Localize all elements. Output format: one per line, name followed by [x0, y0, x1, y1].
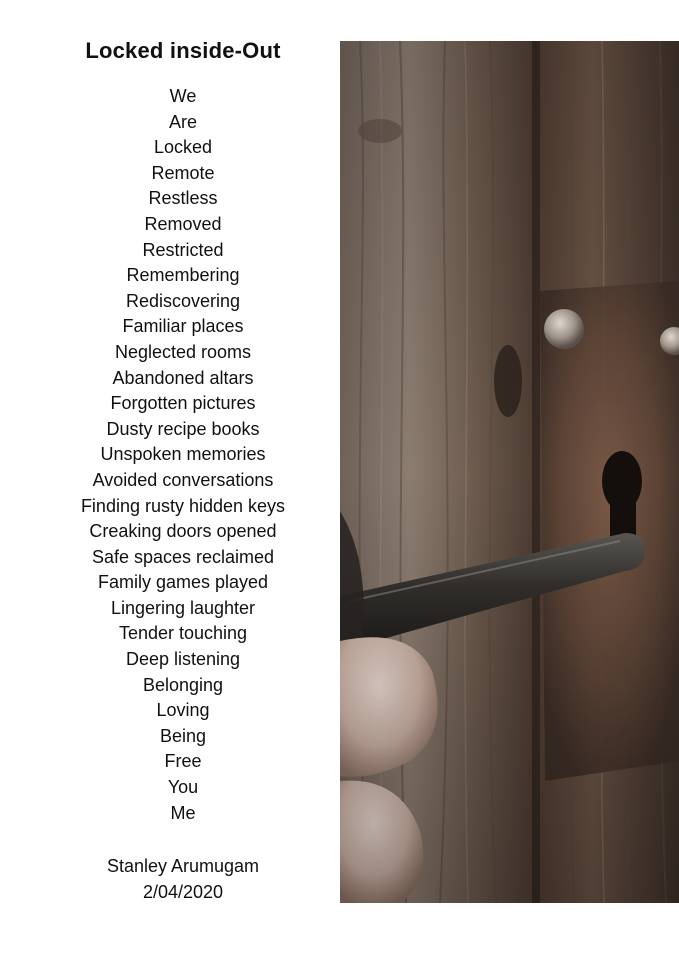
poem-line: You — [167, 777, 199, 798]
poem-line: Locked — [153, 137, 213, 158]
poem-line: Restless — [148, 188, 218, 209]
poem-line: Avoided conversations — [92, 469, 274, 490]
poem-line: Unspoken memories — [100, 444, 266, 465]
poem-line: Familiar places — [122, 316, 244, 337]
poem-line: Finding rusty hidden keys — [80, 495, 286, 516]
poem-line: Me — [170, 802, 196, 823]
poem-line: Free — [164, 751, 202, 772]
author-name: Stanley Arumugam — [106, 856, 260, 876]
poem-line: Being — [159, 725, 207, 746]
poem-line: Abandoned altars — [112, 367, 254, 388]
poem-line: Removed — [144, 213, 222, 234]
poem-line: Belonging — [142, 674, 224, 695]
poem-line: Are — [168, 111, 197, 132]
poem-line: Tender touching — [118, 623, 248, 644]
poem-line: Forgotten pictures — [110, 393, 256, 414]
poem-line: Lingering laughter — [110, 597, 256, 618]
poem-line: Dusty recipe books — [106, 418, 260, 439]
poem-line: Deep listening — [125, 649, 241, 670]
poem-lines — [14, 84, 352, 826]
poem-line: Loving — [156, 700, 210, 721]
poem-line: Restricted — [142, 239, 224, 260]
poem-line: Safe spaces reclaimed — [91, 546, 275, 567]
poem-line: Neglected rooms — [114, 341, 252, 362]
poem-line: Family games played — [97, 572, 269, 593]
poem-line: Remembering — [126, 265, 240, 286]
key-in-lock-photo — [340, 41, 679, 903]
poem-date: 2/04/2020 — [142, 882, 224, 902]
poem-title: Locked inside-Out — [85, 38, 281, 63]
poem-line: Creaking doors opened — [89, 521, 277, 542]
poem-line: We — [169, 86, 197, 106]
signature — [14, 853, 352, 905]
poem-line: Remote — [151, 162, 215, 183]
poem-line: Rediscovering — [125, 290, 241, 311]
